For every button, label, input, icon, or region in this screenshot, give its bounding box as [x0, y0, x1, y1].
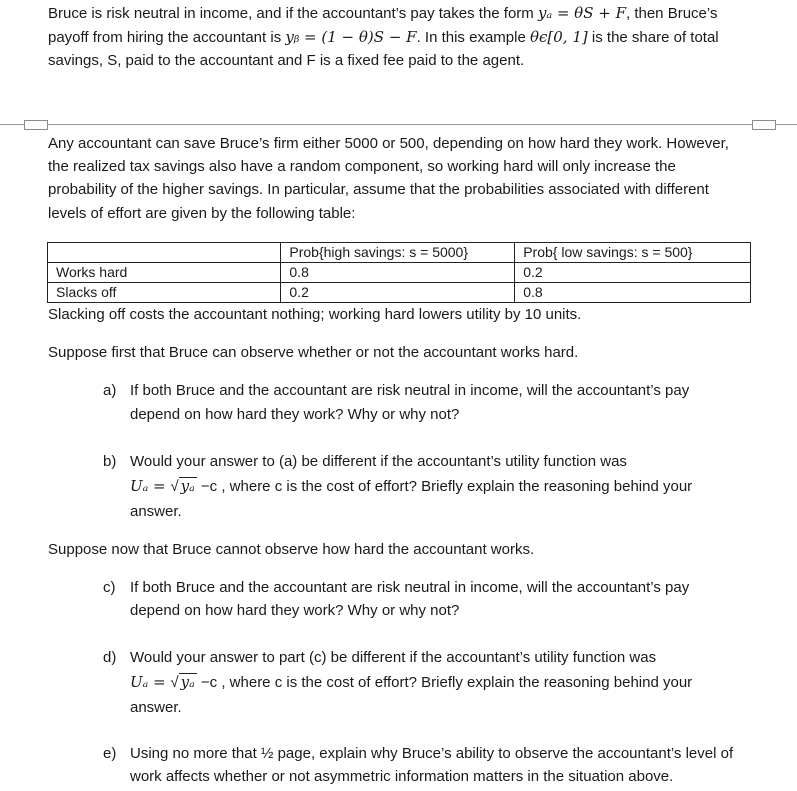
table-cell: 0.2: [281, 283, 515, 303]
question-d-line-3: answer.: [130, 699, 182, 716]
intro-line-2: [48, 28, 719, 46]
setup-line-4: levels of effort are given by the following table:: [48, 205, 356, 222]
utility-formula-lhs: Uₐ =: [130, 477, 171, 495]
question-a-line-1: If both Bruce and the accountant are risk neutral in income, will the accountant’s pay: [130, 382, 690, 399]
table-header-cell: Prob{ low savings: s = 500}: [515, 243, 751, 263]
question-c-line-2: depend on how hard they work? Why or why not?: [130, 602, 460, 619]
question-b-line-1: Would your answer to (a) be different if the accountant’s utility function was: [130, 453, 627, 470]
table-header-cell: Prob{high savings: s = 5000}: [281, 243, 515, 263]
question-b-line-3: answer.: [130, 503, 182, 520]
question-d-label: d): [103, 649, 117, 666]
utility-formula-lhs: Uₐ =: [130, 673, 171, 691]
question-b-text: , where c is the cost of effort? Briefly explain the reasoning behind your: [217, 478, 693, 495]
question-e-line-2: work affects whether or not asymmetric information matters in the situation above.: [130, 768, 674, 785]
question-d-line-1: Would your answer to part (c) be different if the accountant’s utility function was: [130, 649, 657, 666]
bruce-payoff-formula: yᵦ = (1 − θ)S − F: [285, 28, 417, 46]
setup-line-1: Any accountant can save Bruce’s firm either 5000 or 500, depending on how hard they work. However,: [48, 135, 729, 152]
page-break-line: [775, 124, 797, 125]
table-header-cell: [48, 243, 281, 263]
accountant-pay-formula: yₐ = θS + F: [537, 4, 626, 22]
setup-line-2: the realized tax savings also have a random component, so working hard will only increase the: [48, 158, 676, 175]
table-cell: Works hard: [48, 263, 281, 283]
intro-text: . In this example: [416, 29, 530, 46]
page-break-line: [47, 124, 752, 125]
effort-cost-text: Slacking off costs the accountant nothing; working hard lowers utility by 10 units.: [48, 306, 582, 323]
sqrt-icon: √: [170, 674, 179, 691]
intro-text: Bruce is risk neutral in income, and if the accountant’s pay takes the form: [48, 5, 538, 22]
table-header-row: [48, 243, 751, 263]
table-cell: 0.8: [515, 283, 751, 303]
table-cell: 0.8: [281, 263, 515, 283]
intro-text: payoff from hiring the accountant is: [48, 29, 286, 46]
sqrt-icon: √: [170, 478, 179, 495]
setup-line-3: probability of the higher savings. In particular, assume that the probabilities associated with different: [48, 181, 709, 198]
page-break-marker: [752, 120, 776, 130]
table-row: [48, 283, 751, 303]
question-d-text: , where c is the cost of effort? Briefly explain the reasoning behind your: [217, 674, 693, 691]
observable-intro: Suppose first that Bruce can observe whether or not the accountant works hard.: [48, 344, 579, 361]
question-c-line-1: If both Bruce and the accountant are risk neutral in income, will the accountant’s pay: [130, 579, 690, 596]
utility-formula-tail: −c: [196, 478, 218, 495]
unobservable-intro: Suppose now that Bruce cannot observe how hard the accountant works.: [48, 541, 535, 558]
question-c-label: c): [103, 579, 116, 596]
utility-formula-tail: −c: [196, 674, 218, 691]
intro-text: is the share of total: [587, 29, 719, 46]
intro-line-1: [48, 4, 717, 22]
intro-line-3: savings, S, paid to the accountant and F is a fixed fee paid to the agent.: [48, 52, 525, 69]
question-b-label: b): [103, 453, 117, 470]
question-b-line-2: [130, 477, 692, 495]
question-a-line-2: depend on how hard they work? Why or why not?: [130, 406, 460, 423]
question-a-label: a): [103, 382, 117, 399]
question-e-line-1: Using no more that ½ page, explain why Bruce’s ability to observe the accountant’s level of: [130, 745, 734, 762]
utility-formula-radicand: yₐ: [180, 477, 195, 495]
probability-table: [47, 242, 751, 303]
question-d-line-2: [130, 673, 692, 691]
page-break-marker: [24, 120, 48, 130]
utility-formula-radicand: yₐ: [180, 673, 195, 691]
table-cell: 0.2: [515, 263, 751, 283]
intro-text: , then Bruce’s: [626, 5, 718, 22]
theta-range: θϵ[0, 1]: [529, 28, 588, 46]
table-row: [48, 263, 751, 283]
table-cell: Slacks off: [48, 283, 281, 303]
question-e-label: e): [103, 745, 117, 762]
